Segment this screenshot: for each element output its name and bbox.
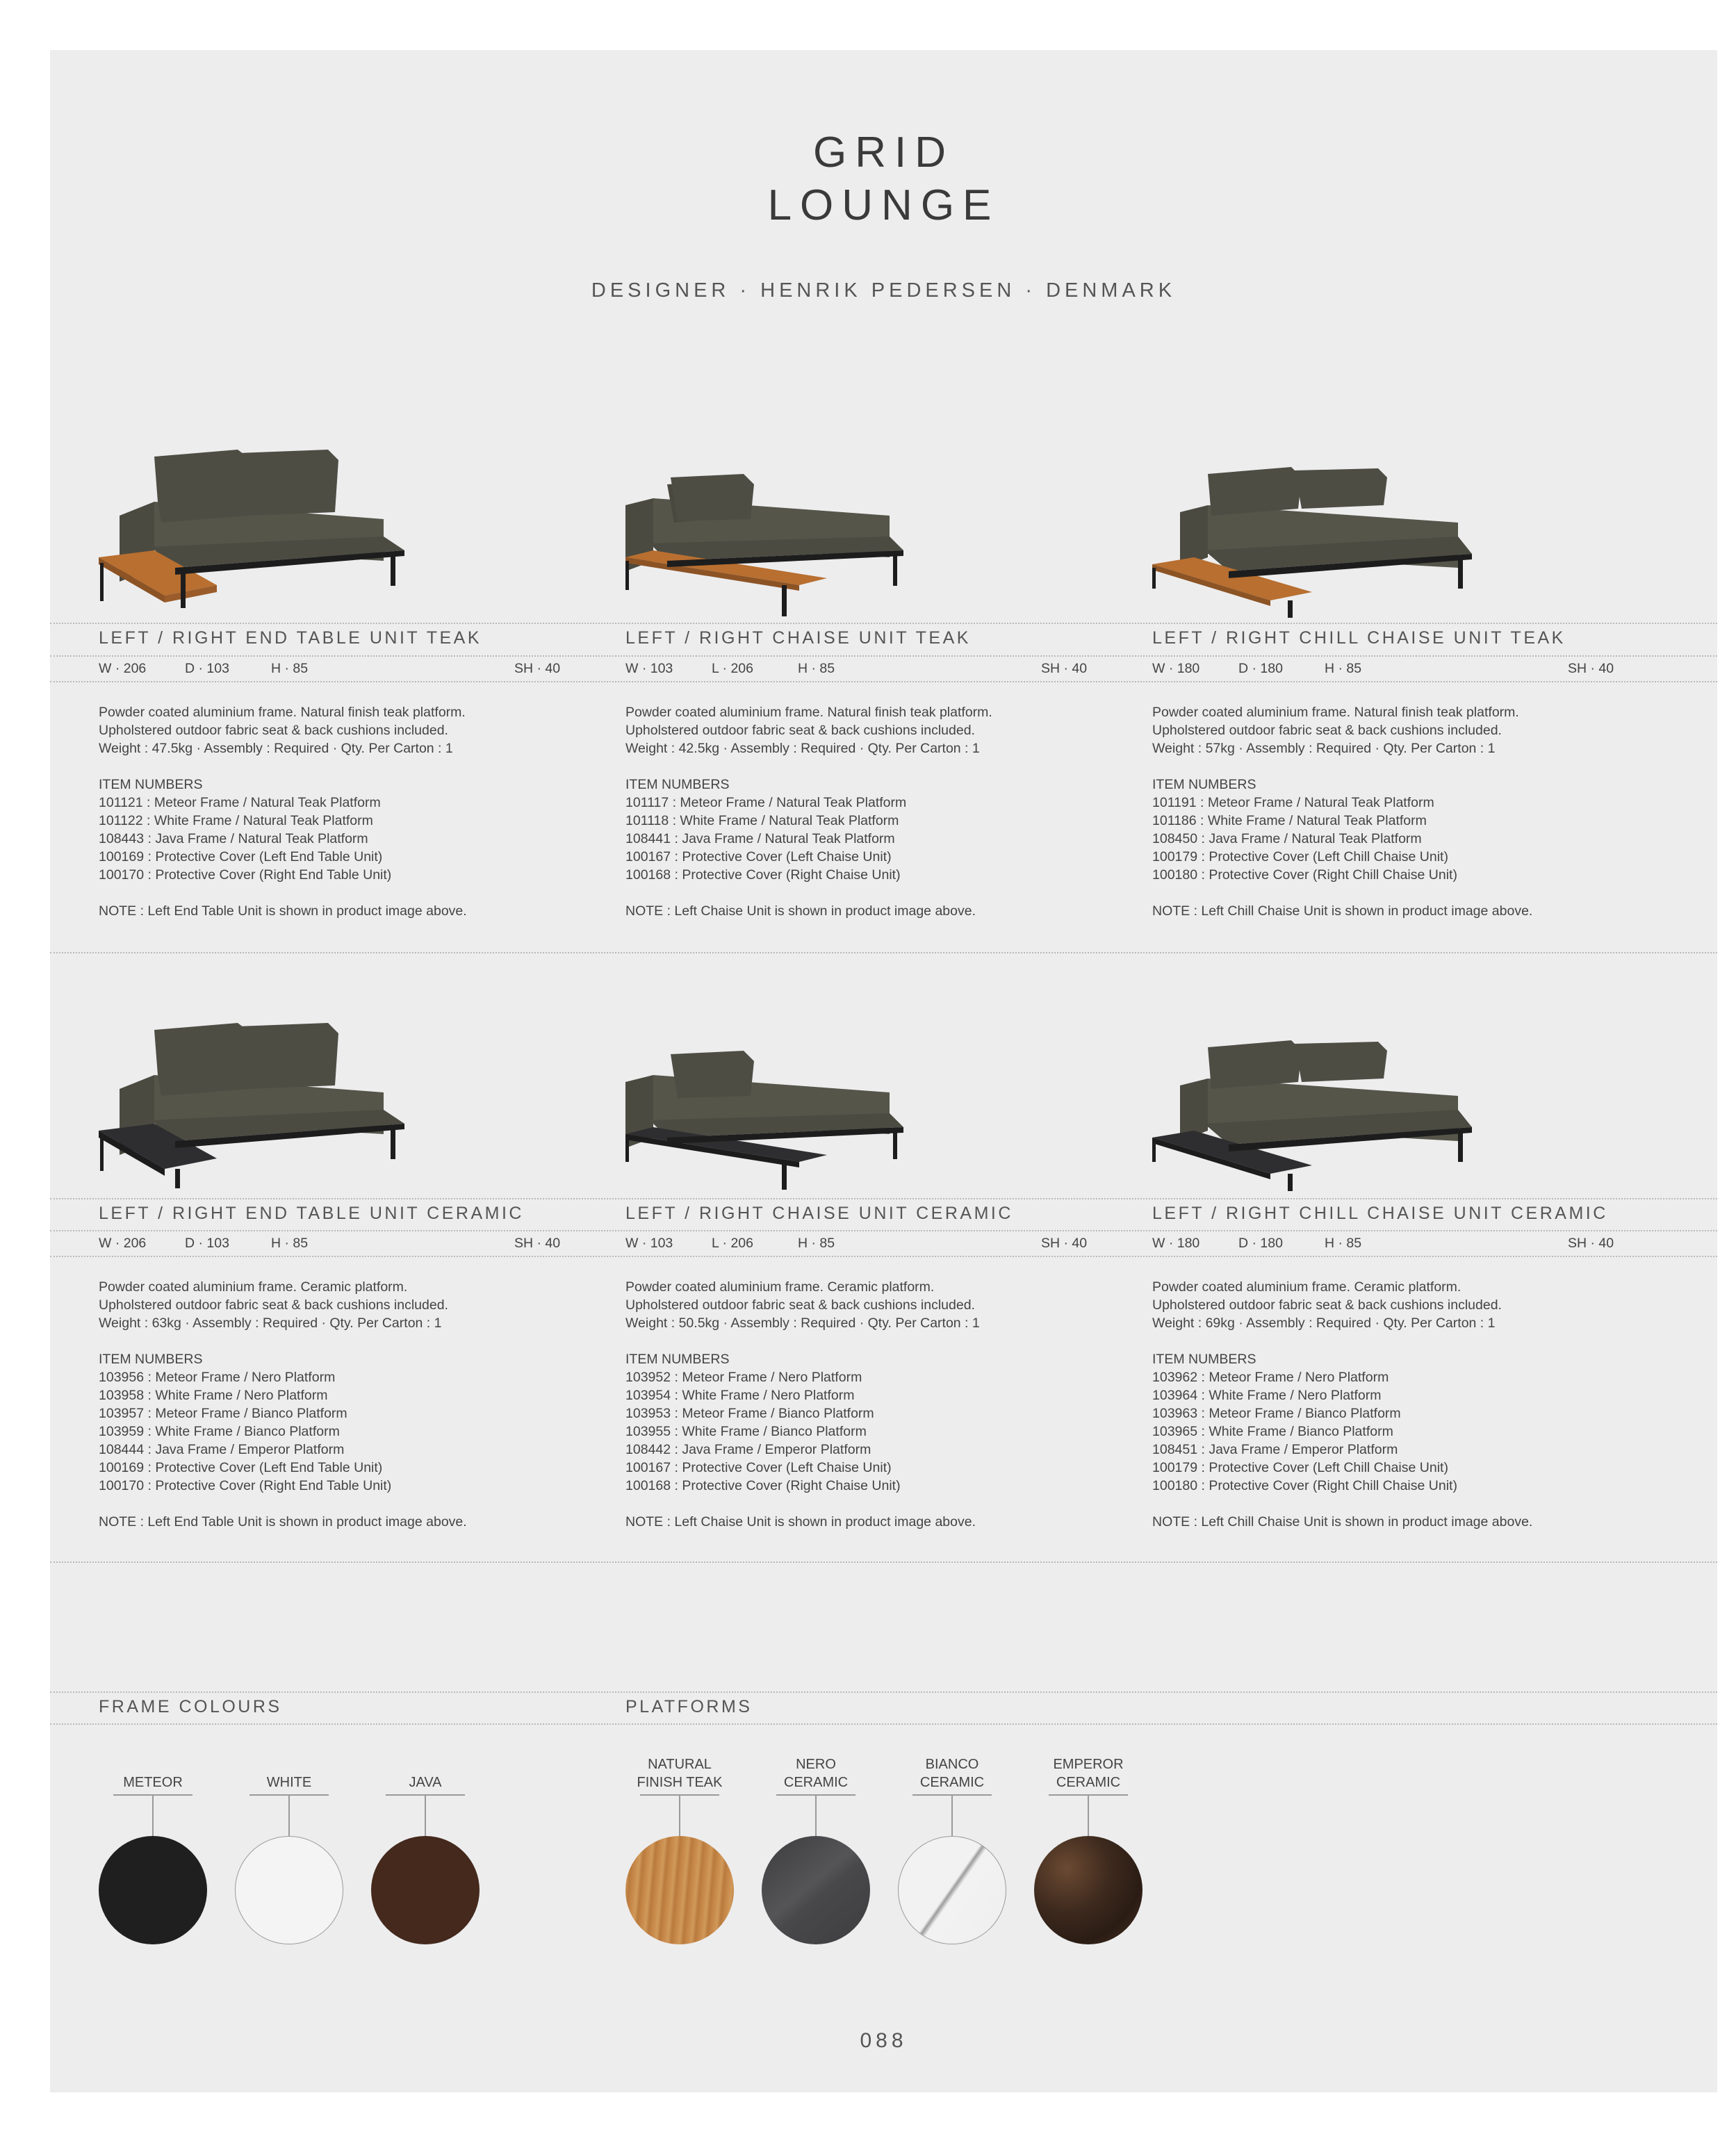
product-description [625, 703, 992, 920]
swatch-nero-ceramic [760, 1755, 871, 1944]
dim-d: D · 103 [185, 1236, 229, 1251]
dim-h: H · 85 [1325, 661, 1362, 676]
chaise-teak-image [625, 418, 917, 620]
desc-line: Upholstered outdoor fabric seat & back cushions included. [625, 723, 975, 738]
desc-line: Powder coated aluminium frame. Natural finish teak platform. [99, 705, 466, 720]
item-number: 101122 : White Frame / Natural Teak Platform [99, 813, 373, 828]
title-line-1: GRID [813, 129, 954, 177]
item-number: 103963 : Meteor Frame / Bianco Platform [1152, 1406, 1401, 1421]
product-name: LEFT / RIGHT CHILL CHAISE UNIT CERAMIC [1152, 1204, 1608, 1223]
page-number: 088 [860, 2029, 908, 2052]
product-description [625, 1278, 980, 1531]
end-table-ceramic-image [99, 992, 418, 1193]
desc-line: Upholstered outdoor fabric seat & back cushions included. [99, 1297, 448, 1313]
desc-line: Powder coated aluminium frame. Ceramic platform. [1152, 1279, 1461, 1295]
product-description [99, 703, 467, 920]
product-note: NOTE : Left Chaise Unit is shown in product image above. [625, 1514, 976, 1530]
dim-d: D · 180 [1238, 1236, 1283, 1251]
item-numbers-heading: ITEM NUMBERS [625, 777, 730, 792]
item-number: 100180 : Protective Cover (Right Chill Chaise Unit) [1152, 1478, 1457, 1493]
item-numbers-heading: ITEM NUMBERS [1152, 777, 1256, 792]
divider [50, 1198, 1717, 1199]
dim-sh: SH · 40 [1041, 1236, 1088, 1251]
product-dimensions [99, 661, 571, 678]
product-name: LEFT / RIGHT CHAISE UNIT TEAK [625, 628, 971, 648]
item-number: 103958 : White Frame / Nero Platform [99, 1388, 328, 1403]
dim-sh: SH · 40 [1568, 1236, 1614, 1251]
dim-sh: SH · 40 [1041, 661, 1088, 676]
title-line-2: LOUNGE [767, 181, 1000, 229]
swatch-label: NATURAL FINISH TEAK [637, 1757, 723, 1790]
swatch-bianco-ceramic [896, 1755, 1008, 1944]
emperor-platform-circle [1034, 1836, 1143, 1944]
swatch-white [234, 1755, 345, 1944]
swatch-label: BIANCO CERAMIC [919, 1757, 985, 1790]
meteor-colour-circle [99, 1836, 207, 1944]
dim-l: L · 206 [712, 661, 753, 676]
desc-line: Powder coated aluminium frame. Ceramic platform. [625, 1279, 935, 1295]
item-number: 108441 : Java Frame / Natural Teak Platform [625, 831, 895, 846]
product-note: NOTE : Left Chill Chaise Unit is shown in product image above. [1152, 1514, 1533, 1530]
chill-chaise-teak-image [1152, 418, 1472, 620]
designer-credit: DESIGNER · HENRIK PEDERSEN · DENMARK [591, 279, 1177, 302]
desc-line: Upholstered outdoor fabric seat & back cushions included. [99, 723, 448, 738]
product-name: LEFT / RIGHT CHILL CHAISE UNIT TEAK [1152, 628, 1566, 648]
item-number: 103957 : Meteor Frame / Bianco Platform [99, 1406, 347, 1421]
divider [50, 681, 1717, 682]
item-number: 101117 : Meteor Frame / Natural Teak Platform [625, 795, 907, 810]
dim-h: H · 85 [798, 1236, 835, 1251]
item-number: 100170 : Protective Cover (Right End Table Unit) [99, 1478, 392, 1493]
divider [50, 655, 1717, 657]
dim-sh: SH · 40 [1568, 661, 1614, 676]
product-note: NOTE : Left Chaise Unit is shown in product image above. [625, 903, 976, 919]
dim-w: W · 103 [625, 661, 673, 676]
product-note: NOTE : Left End Table Unit is shown in product image above. [99, 903, 467, 919]
product-description [1152, 1278, 1532, 1531]
item-number: 100170 : Protective Cover (Right End Table Unit) [99, 867, 392, 883]
swatch-label: NERO CERAMIC [783, 1757, 849, 1790]
item-number: 101191 : Meteor Frame / Natural Teak Platform [1152, 795, 1434, 810]
item-numbers-heading: ITEM NUMBERS [625, 1352, 730, 1367]
desc-line: Weight : 69kg · Assembly : Required · Qty. Per Carton : 1 [1152, 1315, 1496, 1331]
chill-chaise-ceramic-image [1152, 992, 1472, 1193]
item-number: 108443 : Java Frame / Natural Teak Platform [99, 831, 368, 846]
dim-w: W · 180 [1152, 1236, 1200, 1251]
item-number: 100169 : Protective Cover (Left End Table Unit) [99, 849, 383, 864]
dim-h: H · 85 [1325, 1236, 1362, 1251]
product-description [99, 1278, 467, 1531]
swatch-emperor-ceramic [1033, 1755, 1144, 1944]
dim-w: W · 180 [1152, 661, 1200, 676]
item-number: 100169 : Protective Cover (Left End Table Unit) [99, 1460, 383, 1475]
swatch-meteor [97, 1755, 208, 1944]
item-number: 100180 : Protective Cover (Right Chill Chaise Unit) [1152, 867, 1457, 883]
item-numbers-heading: ITEM NUMBERS [99, 777, 203, 792]
dim-w: W · 206 [99, 1236, 147, 1251]
product-dimensions [625, 661, 1098, 678]
divider [50, 1691, 1717, 1693]
product-description [1152, 703, 1532, 920]
nero-platform-circle [762, 1836, 870, 1944]
desc-line: Powder coated aluminium frame. Natural finish teak platform. [1152, 705, 1519, 720]
product-note: NOTE : Left Chill Chaise Unit is shown in product image above. [1152, 903, 1533, 919]
bianco-platform-circle [898, 1836, 1006, 1944]
item-number: 103956 : Meteor Frame / Nero Platform [99, 1370, 336, 1385]
item-number: 100167 : Protective Cover (Left Chaise Unit) [625, 1460, 892, 1475]
item-number: 103964 : White Frame / Nero Platform [1152, 1388, 1382, 1403]
item-number: 103952 : Meteor Frame / Nero Platform [625, 1370, 862, 1385]
platforms-heading: PLATFORMS [625, 1697, 753, 1716]
white-colour-circle [235, 1836, 343, 1944]
item-number: 100168 : Protective Cover (Right Chaise Unit) [625, 867, 901, 883]
item-number: 103955 : White Frame / Bianco Platform [625, 1424, 867, 1439]
item-number: 103959 : White Frame / Bianco Platform [99, 1424, 340, 1439]
divider [50, 1723, 1717, 1725]
chaise-ceramic-image [625, 995, 917, 1193]
item-number: 108444 : Java Frame / Emperor Platform [99, 1442, 345, 1457]
desc-line: Weight : 42.5kg · Assembly : Required · Qty. Per Carton : 1 [625, 741, 980, 756]
swatch-natural-teak [624, 1755, 735, 1944]
desc-line: Weight : 63kg · Assembly : Required · Qty. Per Carton : 1 [99, 1315, 442, 1331]
swatch-java [370, 1755, 481, 1944]
item-number: 100179 : Protective Cover (Left Chill Chaise Unit) [1152, 849, 1448, 864]
item-number: 100168 : Protective Cover (Right Chaise Unit) [625, 1478, 901, 1493]
swatch-label: METEOR [123, 1775, 183, 1790]
product-dimensions [1152, 661, 1625, 678]
product-dimensions [99, 1236, 571, 1252]
desc-line: Weight : 57kg · Assembly : Required · Qty. Per Carton : 1 [1152, 741, 1496, 756]
desc-line: Upholstered outdoor fabric seat & back cushions included. [625, 1297, 975, 1313]
product-name: LEFT / RIGHT END TABLE UNIT TEAK [99, 628, 482, 648]
product-name: LEFT / RIGHT CHAISE UNIT CERAMIC [625, 1204, 1013, 1223]
desc-line: Weight : 47.5kg · Assembly : Required · Qty. Per Carton : 1 [99, 741, 453, 756]
desc-line: Powder coated aluminium frame. Natural finish teak platform. [625, 705, 992, 720]
dim-h: H · 85 [798, 661, 835, 676]
divider [50, 1256, 1717, 1257]
product-dimensions [625, 1236, 1098, 1252]
item-numbers-heading: ITEM NUMBERS [99, 1352, 203, 1367]
dim-h: H · 85 [271, 1236, 309, 1251]
item-number: 103962 : Meteor Frame / Nero Platform [1152, 1370, 1389, 1385]
frame-colours-heading: FRAME COLOURS [99, 1697, 282, 1716]
item-number: 108442 : Java Frame / Emperor Platform [625, 1442, 871, 1457]
swatch-label: EMPEROR CERAMIC [1053, 1757, 1124, 1790]
dim-sh: SH · 40 [514, 1236, 561, 1251]
swatch-label: WHITE [266, 1775, 312, 1790]
divider [50, 623, 1717, 624]
desc-line: Weight : 50.5kg · Assembly : Required · Qty. Per Carton : 1 [625, 1315, 980, 1331]
catalog-page [50, 50, 1717, 2092]
item-number: 101186 : White Frame / Natural Teak Platform [1152, 813, 1427, 828]
dim-l: L · 206 [712, 1236, 753, 1251]
dim-d: D · 180 [1238, 661, 1283, 676]
product-note: NOTE : Left End Table Unit is shown in product image above. [99, 1514, 467, 1530]
item-number: 100179 : Protective Cover (Left Chill Chaise Unit) [1152, 1460, 1448, 1475]
item-number: 103965 : White Frame / Bianco Platform [1152, 1424, 1393, 1439]
dim-sh: SH · 40 [514, 661, 561, 676]
item-number: 108450 : Java Frame / Natural Teak Platform [1152, 831, 1422, 846]
divider [50, 952, 1717, 953]
item-number: 101121 : Meteor Frame / Natural Teak Platform [99, 795, 381, 810]
item-number: 108451 : Java Frame / Emperor Platform [1152, 1442, 1398, 1457]
item-number: 103953 : Meteor Frame / Bianco Platform [625, 1406, 874, 1421]
teak-platform-circle [625, 1836, 734, 1944]
dim-d: D · 103 [185, 661, 229, 676]
dim-w: W · 103 [625, 1236, 673, 1251]
desc-line: Upholstered outdoor fabric seat & back cushions included. [1152, 1297, 1502, 1313]
item-number: 100167 : Protective Cover (Left Chaise Unit) [625, 849, 892, 864]
swatch-label: JAVA [409, 1775, 442, 1790]
product-dimensions [1152, 1236, 1625, 1252]
item-numbers-heading: ITEM NUMBERS [1152, 1352, 1256, 1367]
product-name: LEFT / RIGHT END TABLE UNIT CERAMIC [99, 1204, 524, 1223]
item-number: 103954 : White Frame / Nero Platform [625, 1388, 855, 1403]
desc-line: Powder coated aluminium frame. Ceramic platform. [99, 1279, 408, 1295]
desc-line: Upholstered outdoor fabric seat & back cushions included. [1152, 723, 1502, 738]
dim-h: H · 85 [271, 661, 309, 676]
divider [50, 1561, 1717, 1563]
java-colour-circle [371, 1836, 480, 1944]
dim-w: W · 206 [99, 661, 147, 676]
item-number: 101118 : White Frame / Natural Teak Platform [625, 813, 899, 828]
page-title [50, 126, 1717, 232]
divider [50, 1230, 1717, 1231]
end-table-teak-image [99, 418, 418, 613]
